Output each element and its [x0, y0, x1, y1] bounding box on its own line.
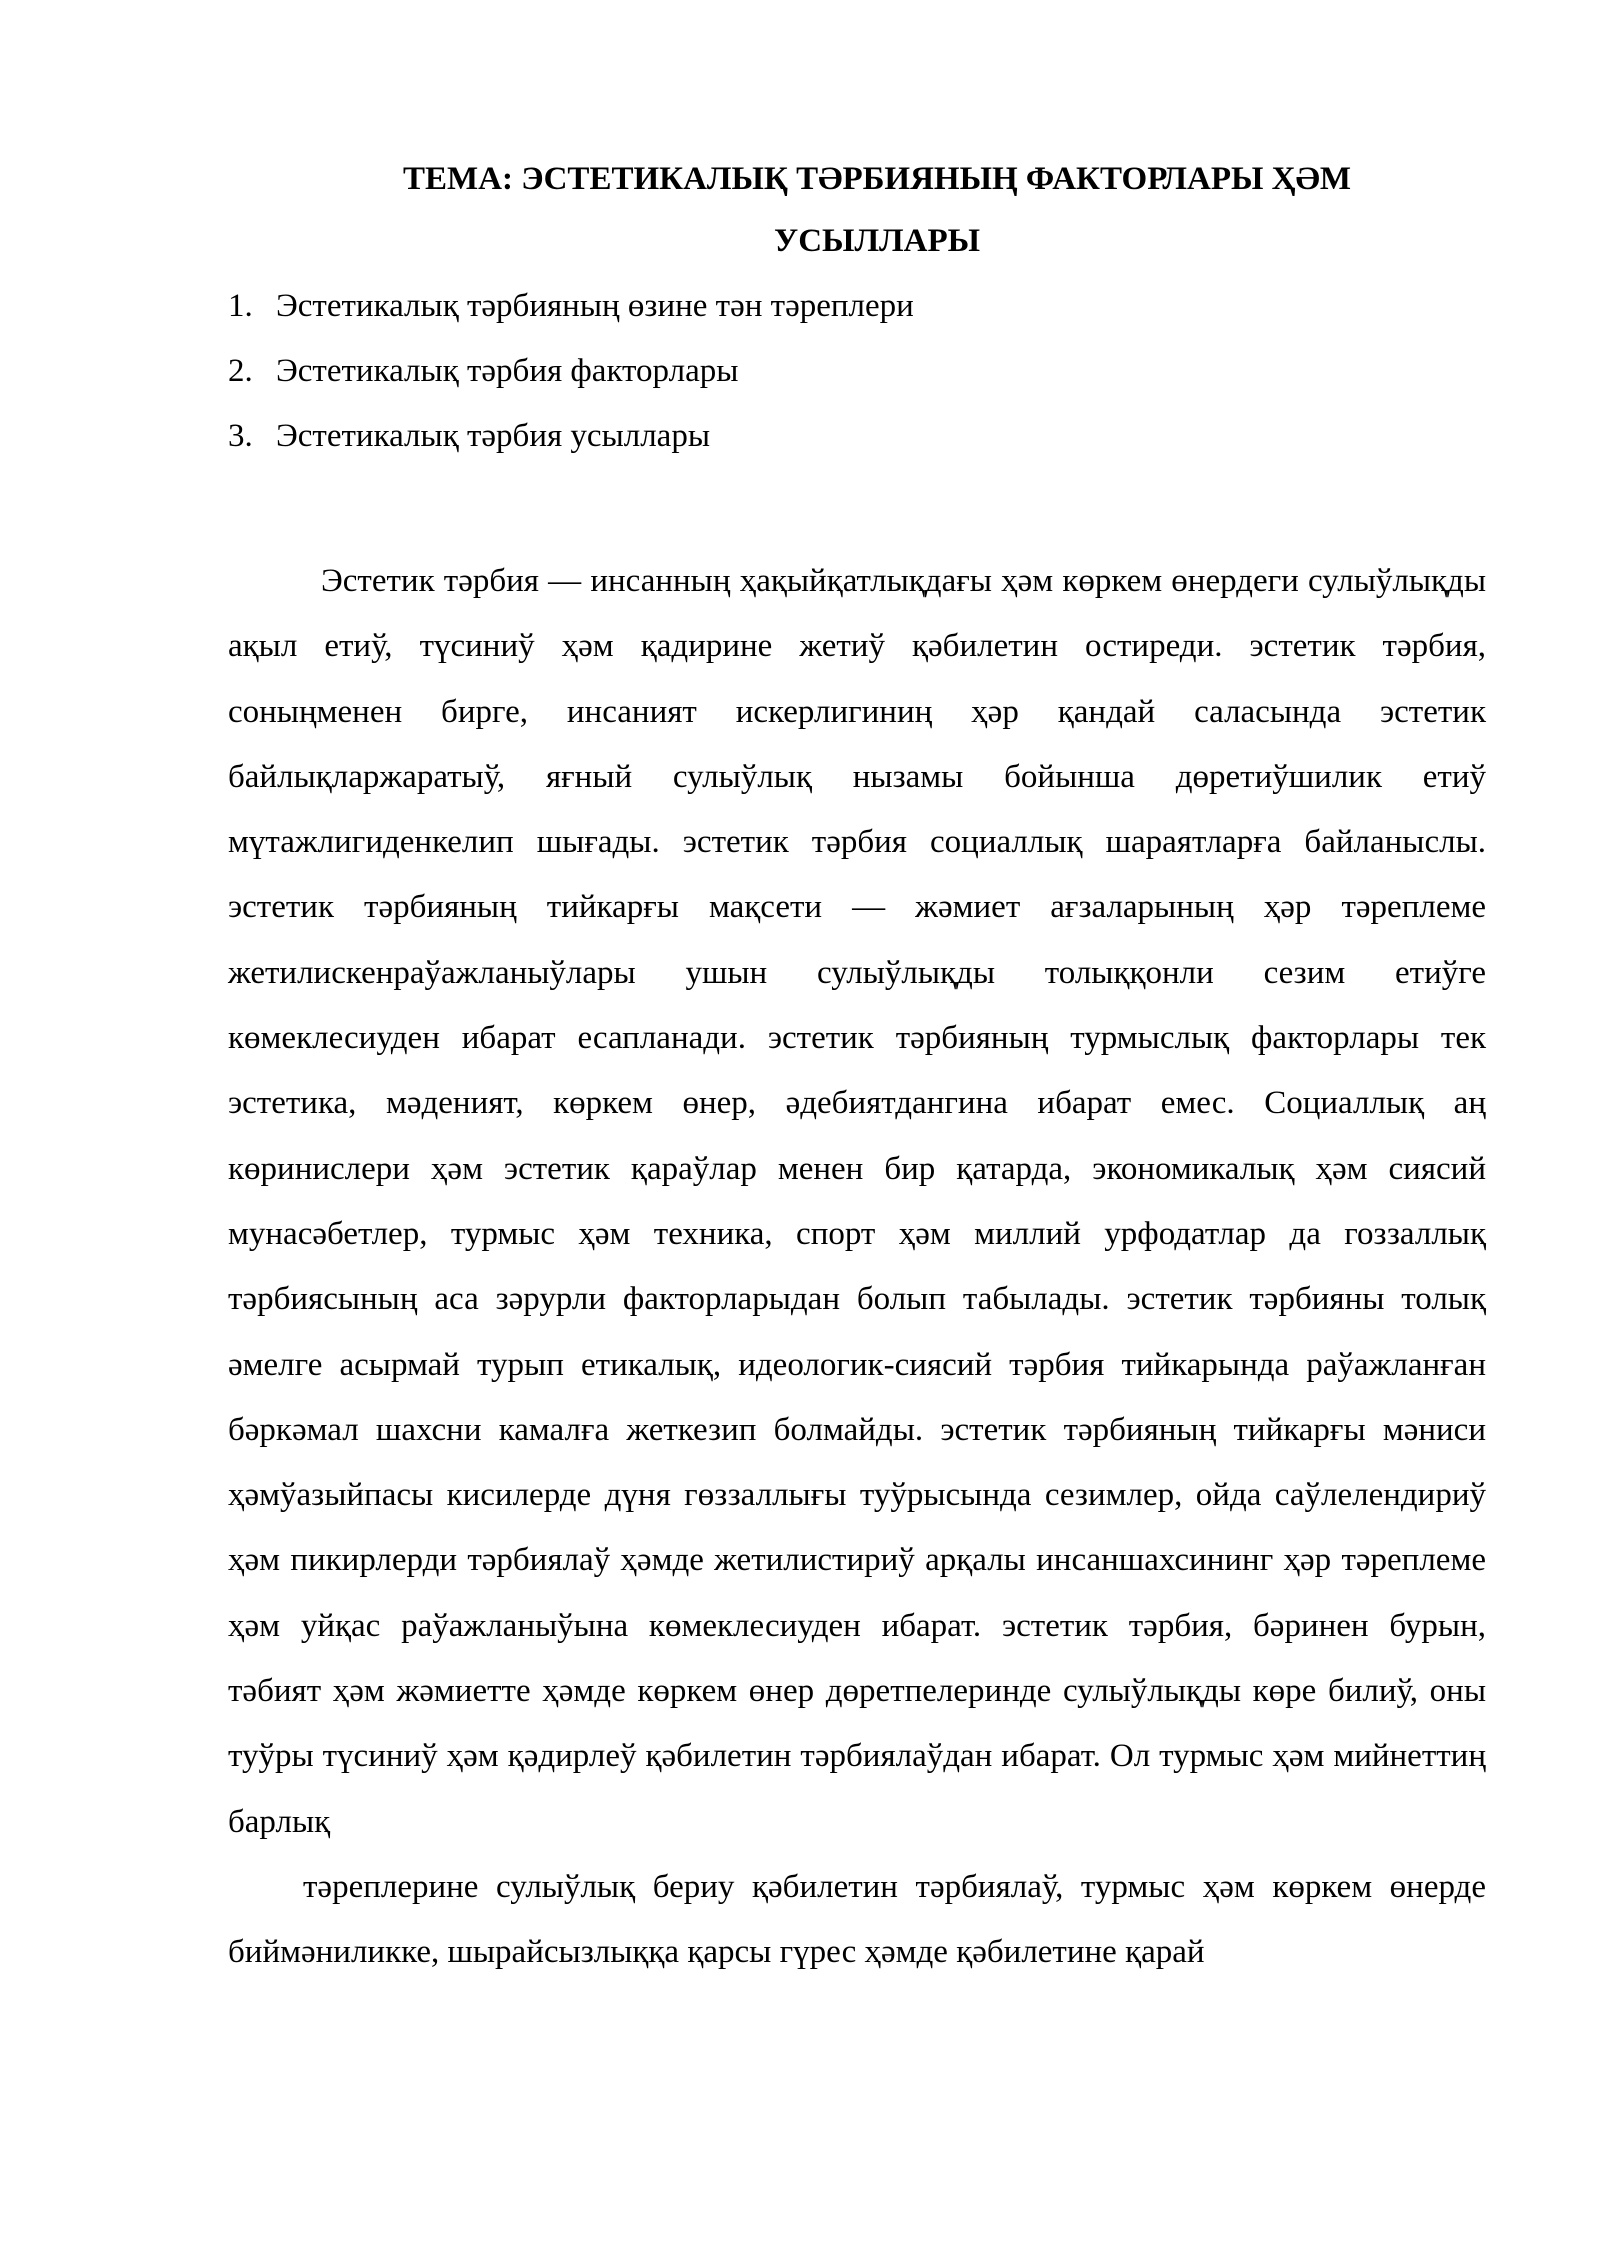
topic-outline — [228, 274, 1486, 469]
body-paragraph: тәреплерине сулыўлық бериу қәбилетин тәрбиялаў, турмыс ҳәм көркем өнерде биймәниликке, шырайсызлыққа қарсы гүрес ҳәмде қәбилетине қарай — [228, 1868, 1486, 1971]
outline-text: Эстетикалық тәрбия усыллары — [276, 418, 710, 454]
outline-item — [228, 274, 1486, 339]
body-text — [228, 549, 1486, 1986]
outline-text: Эстетикалық тәрбия факторлары — [276, 353, 739, 389]
outline-text: Эстетикалық тәрбияның өзине тән тәреплери — [276, 288, 914, 324]
title-line-1: ТЕМА: ЭСТЕТИКАЛЫҚ ТӘРБИЯНЫҢ ФАКТОРЛАРЫ ҲӘМ — [402, 161, 1351, 197]
outline-number: 1. — [228, 288, 253, 324]
document-title — [228, 148, 1486, 272]
outline-number: 3. — [228, 418, 253, 454]
title-line-2: УСЫЛЛАРЫ — [773, 223, 981, 259]
outline-number: 2. — [228, 353, 253, 389]
page-content — [228, 148, 1486, 1986]
body-paragraph: Эстетик тәрбия — инсанның ҳақыйқатлықдағы ҳәм көркем өнердеги сулыўлықды ақыл етиў, түсиниў ҳәм қадирине жетиў қәбилетин остиреди. эстетик тәрбия, соныңменен бирге, инсаният искерлигиниң ҳәр қандай саласында эстетик байлықларжаратыў, яғный сулыўлық нызамы бойынша дөретиўшилик етиў мүтажлигиденкелип шығады. эстетик тәрбия социаллық шараятларға байланыслы. эстетик тәрбияның тийкарғы мақсети — жәмиет ағзаларының ҳәр тәреплеме жетилискенраўажланыўлары ушын сулыўлықды толыққонли сезим етиўге көмеклесиуден ибарат есапланади. эстетик тәрбияның турмыслық факторлары тек эстетика, мәденият, көркем өнер, әдебиятдангина ибарат емес. Социаллық аң көринислери ҳәм эстетик қараўлар менен бир қатарда, экономикалық ҳәм сиясий мунасәбетлер, турмыс ҳәм техника, спорт ҳәм миллий урфодатлар да гоззаллық тәрбиясының аса зәрурли факторларыдан болып табылады. эстетик тәрбияны толық әмелге асырмай турып етикалық, идеологик-сиясий тәрбия тийкарында раўажланған бәркәмал шахсни камалға жеткезип болмайды. эстетик тәрбияның тийкарғы мәниси ҳәмўазыйпасы кисилерде дүня гөззаллығы туўрысында сезимлер, ойда саўлелендириў ҳәм пикирлерди тәрбиялаў ҳәмде жетилистириў арқалы инсаншахсининг ҳәр тәреплеме ҳәм уйқас раўажланыўына көмеклесиуден ибарат. эстетик тәрбия, бәринен бурын, тәбият ҳәм жәмиетте ҳәмде көркем өнер дөретпелеринде сулыўлықды көре билиў, оны туўры түсиниў ҳәм қәдирлеў қәбилетин тәрбиялаўдан ибарат. Ол турмыс ҳәм мийнеттиң барлық — [228, 563, 1486, 1840]
outline-item — [228, 339, 1486, 404]
outline-item — [228, 404, 1486, 469]
